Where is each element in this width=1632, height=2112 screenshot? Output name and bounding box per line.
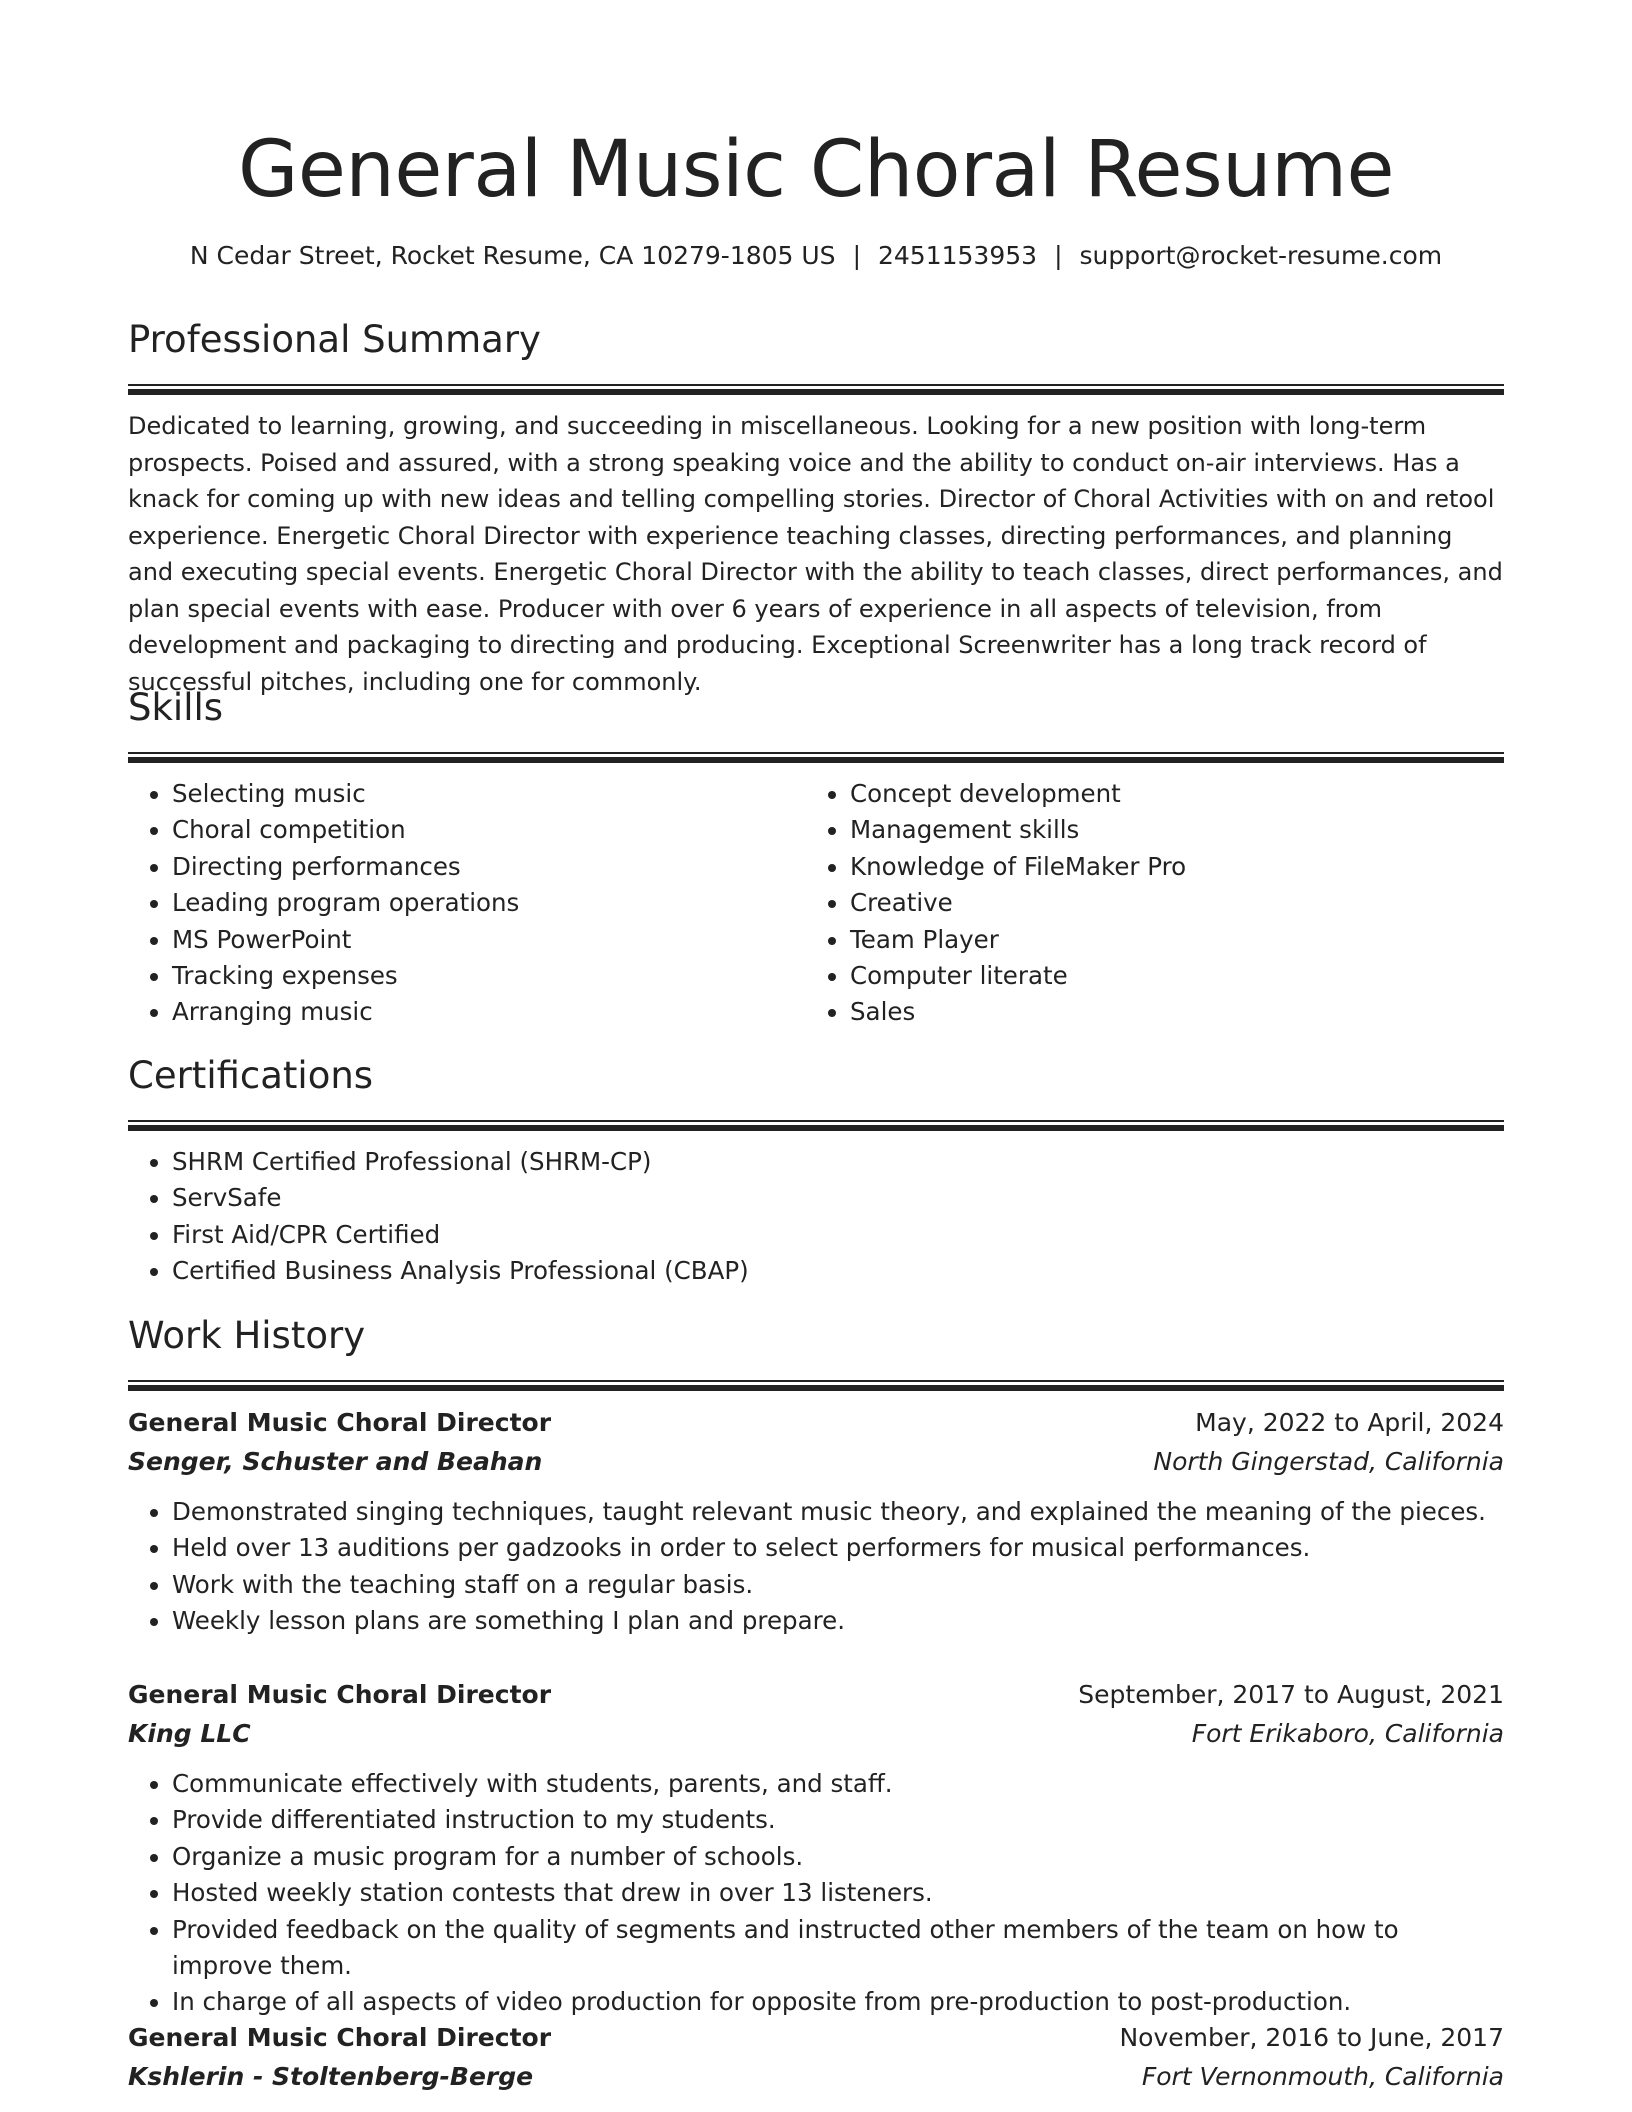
job-dates: May, 2022 to April, 2024 — [1195, 1408, 1504, 1437]
job-bullets — [128, 1494, 1504, 1640]
section-divider — [128, 752, 1504, 762]
section-heading: Professional Summary — [128, 318, 541, 361]
resume-page — [128, 0, 1504, 2091]
skills-columns — [128, 776, 1504, 1031]
skill-item: • Tracking expenses — [172, 958, 806, 994]
section-divider — [128, 1380, 1504, 1390]
section-divider — [128, 1120, 1504, 1130]
certification-item: • SHRM Certified Professional (SHRM-CP) — [172, 1144, 1504, 1180]
contact-email: support@rocket-resume.com — [1079, 241, 1443, 270]
job-bullet-item: • Communicate effectively with students, parents, and staff. — [172, 1766, 1504, 1802]
skills-list-right — [806, 776, 1484, 1031]
job-dates: November, 2016 to June, 2017 — [1119, 2023, 1504, 2052]
section-divider — [128, 384, 1504, 394]
job-bullet-item: • Provide differentiated instruction to my students. — [172, 1802, 1504, 1838]
contact-separator: | — [852, 241, 861, 270]
skill-item: • Computer literate — [850, 958, 1484, 994]
certification-item: • ServSafe — [172, 1180, 1504, 1216]
skill-item: • Concept development — [850, 776, 1484, 812]
job-company: King LLC — [128, 1719, 251, 1748]
job-title: General Music Choral Director — [128, 1408, 552, 1437]
work-history-section — [128, 1314, 1504, 1390]
section-heading: Certifications — [128, 1054, 374, 1097]
skill-item: • Team Player — [850, 922, 1484, 958]
job-dates: September, 2017 to August, 2021 — [1078, 1680, 1504, 1709]
skills-section — [128, 686, 1504, 1031]
job-bullets — [128, 1766, 1504, 2021]
job-title: General Music Choral Director — [128, 1680, 552, 1709]
skill-item: • Creative — [850, 885, 1484, 921]
contact-line — [128, 236, 1504, 276]
skills-list-left — [128, 776, 806, 1031]
job-bullet-item: • Weekly lesson plans are something I plan and prepare. — [172, 1603, 1504, 1639]
summary-text: Dedicated to learning, growing, and succeeding in miscellaneous. Looking for a new position with long-term prospects. Poised and assured, with a strong speaking voice and the ability to conduct on-air interviews. Has a knack for coming up with new ideas and telling compelling stories. Director of Choral Activities with on and retool experience. Energetic Choral Director with experience teaching classes, directing performances, and planning and executing special events. Energetic Choral Director with the ability to teach classes, direct performances, and plan special events with ease. Producer with over 6 years of experience in all aspects of television, from development and packaging to directing and producing. Exceptional Screenwriter has a long track record of successful pitches, including one for commonly. — [128, 412, 1503, 696]
job-entry — [128, 2019, 1504, 2097]
certifications-section — [128, 1054, 1504, 1290]
skill-item: • Sales — [850, 994, 1484, 1030]
job-entry — [128, 1676, 1504, 2021]
contact-phone: 2451153953 — [878, 241, 1038, 270]
job-location: North Gingerstad, California — [1153, 1447, 1504, 1476]
skill-item: • Arranging music — [172, 994, 806, 1030]
contact-separator: | — [1054, 241, 1063, 270]
skill-item: • Knowledge of FileMaker Pro — [850, 849, 1484, 885]
job-location: Fort Vernonmouth, California — [1141, 2062, 1504, 2091]
skill-item: • Directing performances — [172, 849, 806, 885]
skill-item: • Selecting music — [172, 776, 806, 812]
skill-item: • Management skills — [850, 812, 1484, 848]
certification-item: • First Aid/CPR Certified — [172, 1217, 1504, 1253]
resume-title: General Music Choral Resume — [237, 125, 1395, 215]
summary-section — [128, 318, 1504, 700]
job-bullet-item: • In charge of all aspects of video production for opposite from pre-production to post-production. — [172, 1984, 1504, 2020]
job-bullet-item: • Organize a music program for a number of schools. — [172, 1839, 1504, 1875]
job-title: General Music Choral Director — [128, 2023, 552, 2052]
section-heading: Work History — [128, 1314, 366, 1357]
certification-item: • Certified Business Analysis Professional (CBAP) — [172, 1253, 1504, 1289]
job-company: Senger, Schuster and Beahan — [128, 1447, 543, 1476]
skill-item: • MS PowerPoint — [172, 922, 806, 958]
skill-item: • Leading program operations — [172, 885, 806, 921]
job-bullet-item: • Work with the teaching staff on a regular basis. — [172, 1567, 1504, 1603]
certifications-list — [128, 1144, 1504, 1290]
section-heading: Skills — [128, 686, 224, 729]
job-location: Fort Erikaboro, California — [1191, 1719, 1504, 1748]
job-bullet-item: • Provided feedback on the quality of segments and instructed other members of the team on how to improve them. — [172, 1912, 1504, 1985]
job-bullet-item: • Hosted weekly station contests that drew in over 13 listeners. — [172, 1875, 1504, 1911]
job-entry — [128, 1404, 1504, 1640]
skill-item: • Choral competition — [172, 812, 806, 848]
job-bullet-item: • Demonstrated singing techniques, taught relevant music theory, and explained the meaning of the pieces. — [172, 1494, 1504, 1530]
job-company: Kshlerin - Stoltenberg-Berge — [128, 2062, 534, 2091]
contact-address: N Cedar Street, Rocket Resume, CA 10279-1805 US — [189, 241, 836, 270]
job-bullet-item: • Held over 13 auditions per gadzooks in order to select performers for musical performances. — [172, 1530, 1504, 1566]
